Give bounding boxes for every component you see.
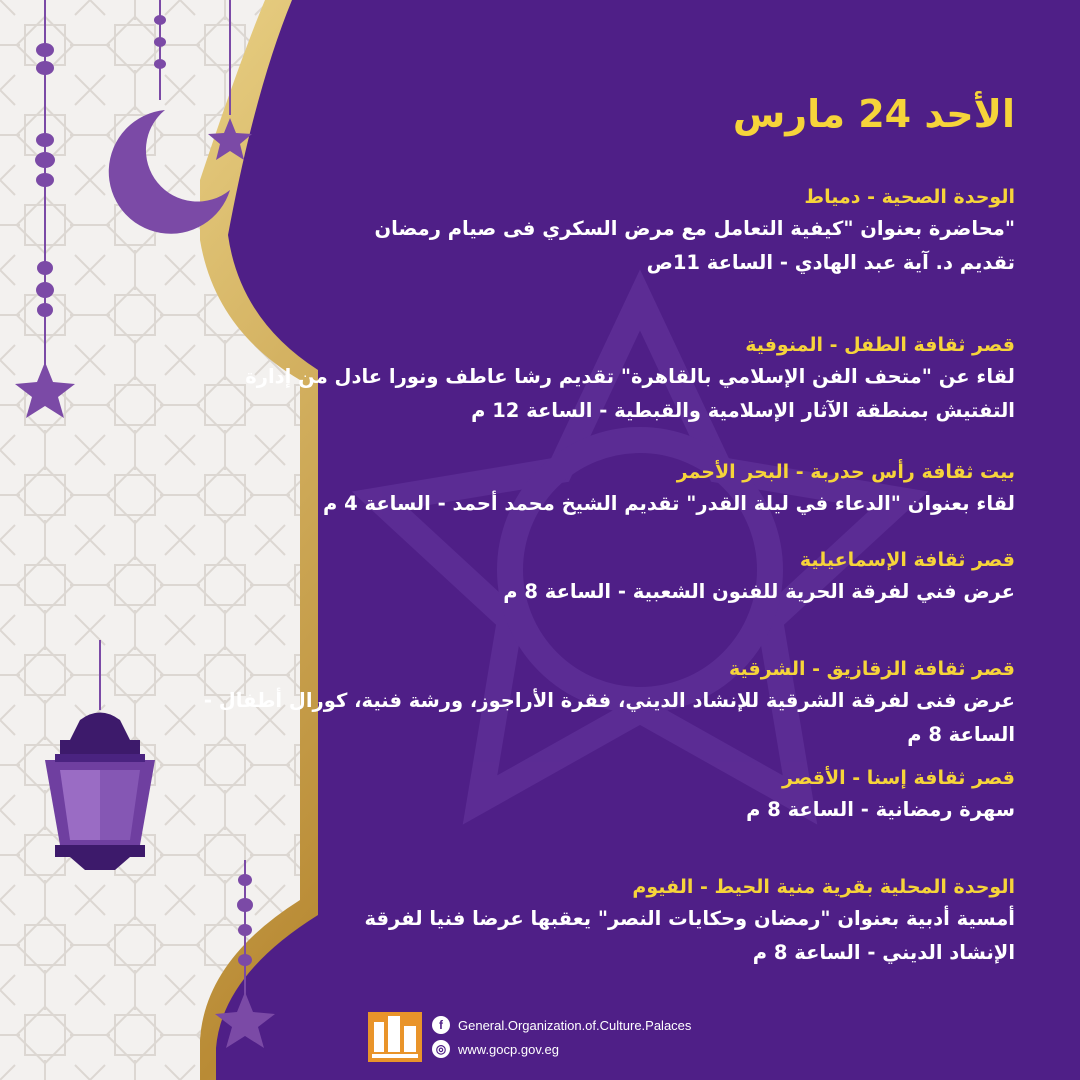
event-item [200,182,1015,280]
facebook-link[interactable] [432,1014,691,1036]
event-item [200,545,1015,609]
event-item [200,330,1015,428]
event-item [200,654,1015,752]
event-description: سهرة رمضانية - الساعة 8 م [746,798,1015,821]
globe-icon: ◎ [432,1040,450,1058]
facebook-text: General.Organization.of.Culture.Palaces [458,1017,692,1033]
event-item [200,872,1015,970]
event-description: "محاضرة بعنوان "كيفية التعامل مع مرض السكري فى صيام رمضان تقديم د. آية عبد الهادي - الساعة 11ص [374,217,1015,274]
event-schedule [200,80,1015,1000]
event-description: أمسية أدبية بعنوان "رمضان وحكايات النصر" يعقبها عرضا فنيا لفرقة الإنشاد الديني - الساعة 8 م [364,907,1015,964]
event-venue: الوحدة المحلية بقرية منية الحيط - الفيوم [632,876,1015,898]
event-venue: قصر ثقافة إسنا - الأقصر [782,767,1015,789]
footer [368,1008,728,1064]
event-venue: بيت ثقافة رأس حدربة - البحر الأحمر [676,461,1015,483]
star-icon [15,362,75,418]
date-title: الأحد 24 مارس [732,92,1015,136]
event-venue: قصر ثقافة الطفل - المنوفية [745,334,1015,356]
event-description: لقاء بعنوان "الدعاء في ليلة القدر" تقديم الشيخ محمد أحمد - الساعة 4 م [323,492,1015,515]
event-description: عرض فنى لفرقة الشرقية للإنشاد الديني، فقرة الأراجوز، ورشة فنية، كورال أطفال - الساعة 8 م [203,689,1015,746]
facebook-icon: f [432,1016,450,1034]
website-link[interactable] [432,1038,559,1060]
event-venue: الوحدة الصحية - دمياط [804,186,1015,208]
star-icon [215,992,275,1048]
event-venue: قصر ثقافة الزقازيق - الشرقية [729,658,1015,680]
event-venue: قصر ثقافة الإسماعيلية [799,549,1015,571]
gocp-logo [368,1012,422,1062]
website-text: www.gocp.gov.eg [458,1041,559,1057]
event-item [200,763,1015,827]
lantern-icon [45,713,155,871]
event-item [200,457,1015,521]
event-description: عرض فني لفرقة الحرية للفنون الشعبية - الساعة 8 م [503,580,1015,603]
event-description: لقاء عن "متحف الفن الإسلامي بالقاهرة" تقديم رشا عاطف ونورا عادل من إدارة التفتيش بمنطقة الآثار الإسلامية والقبطية - الساعة 12 م [245,365,1015,422]
